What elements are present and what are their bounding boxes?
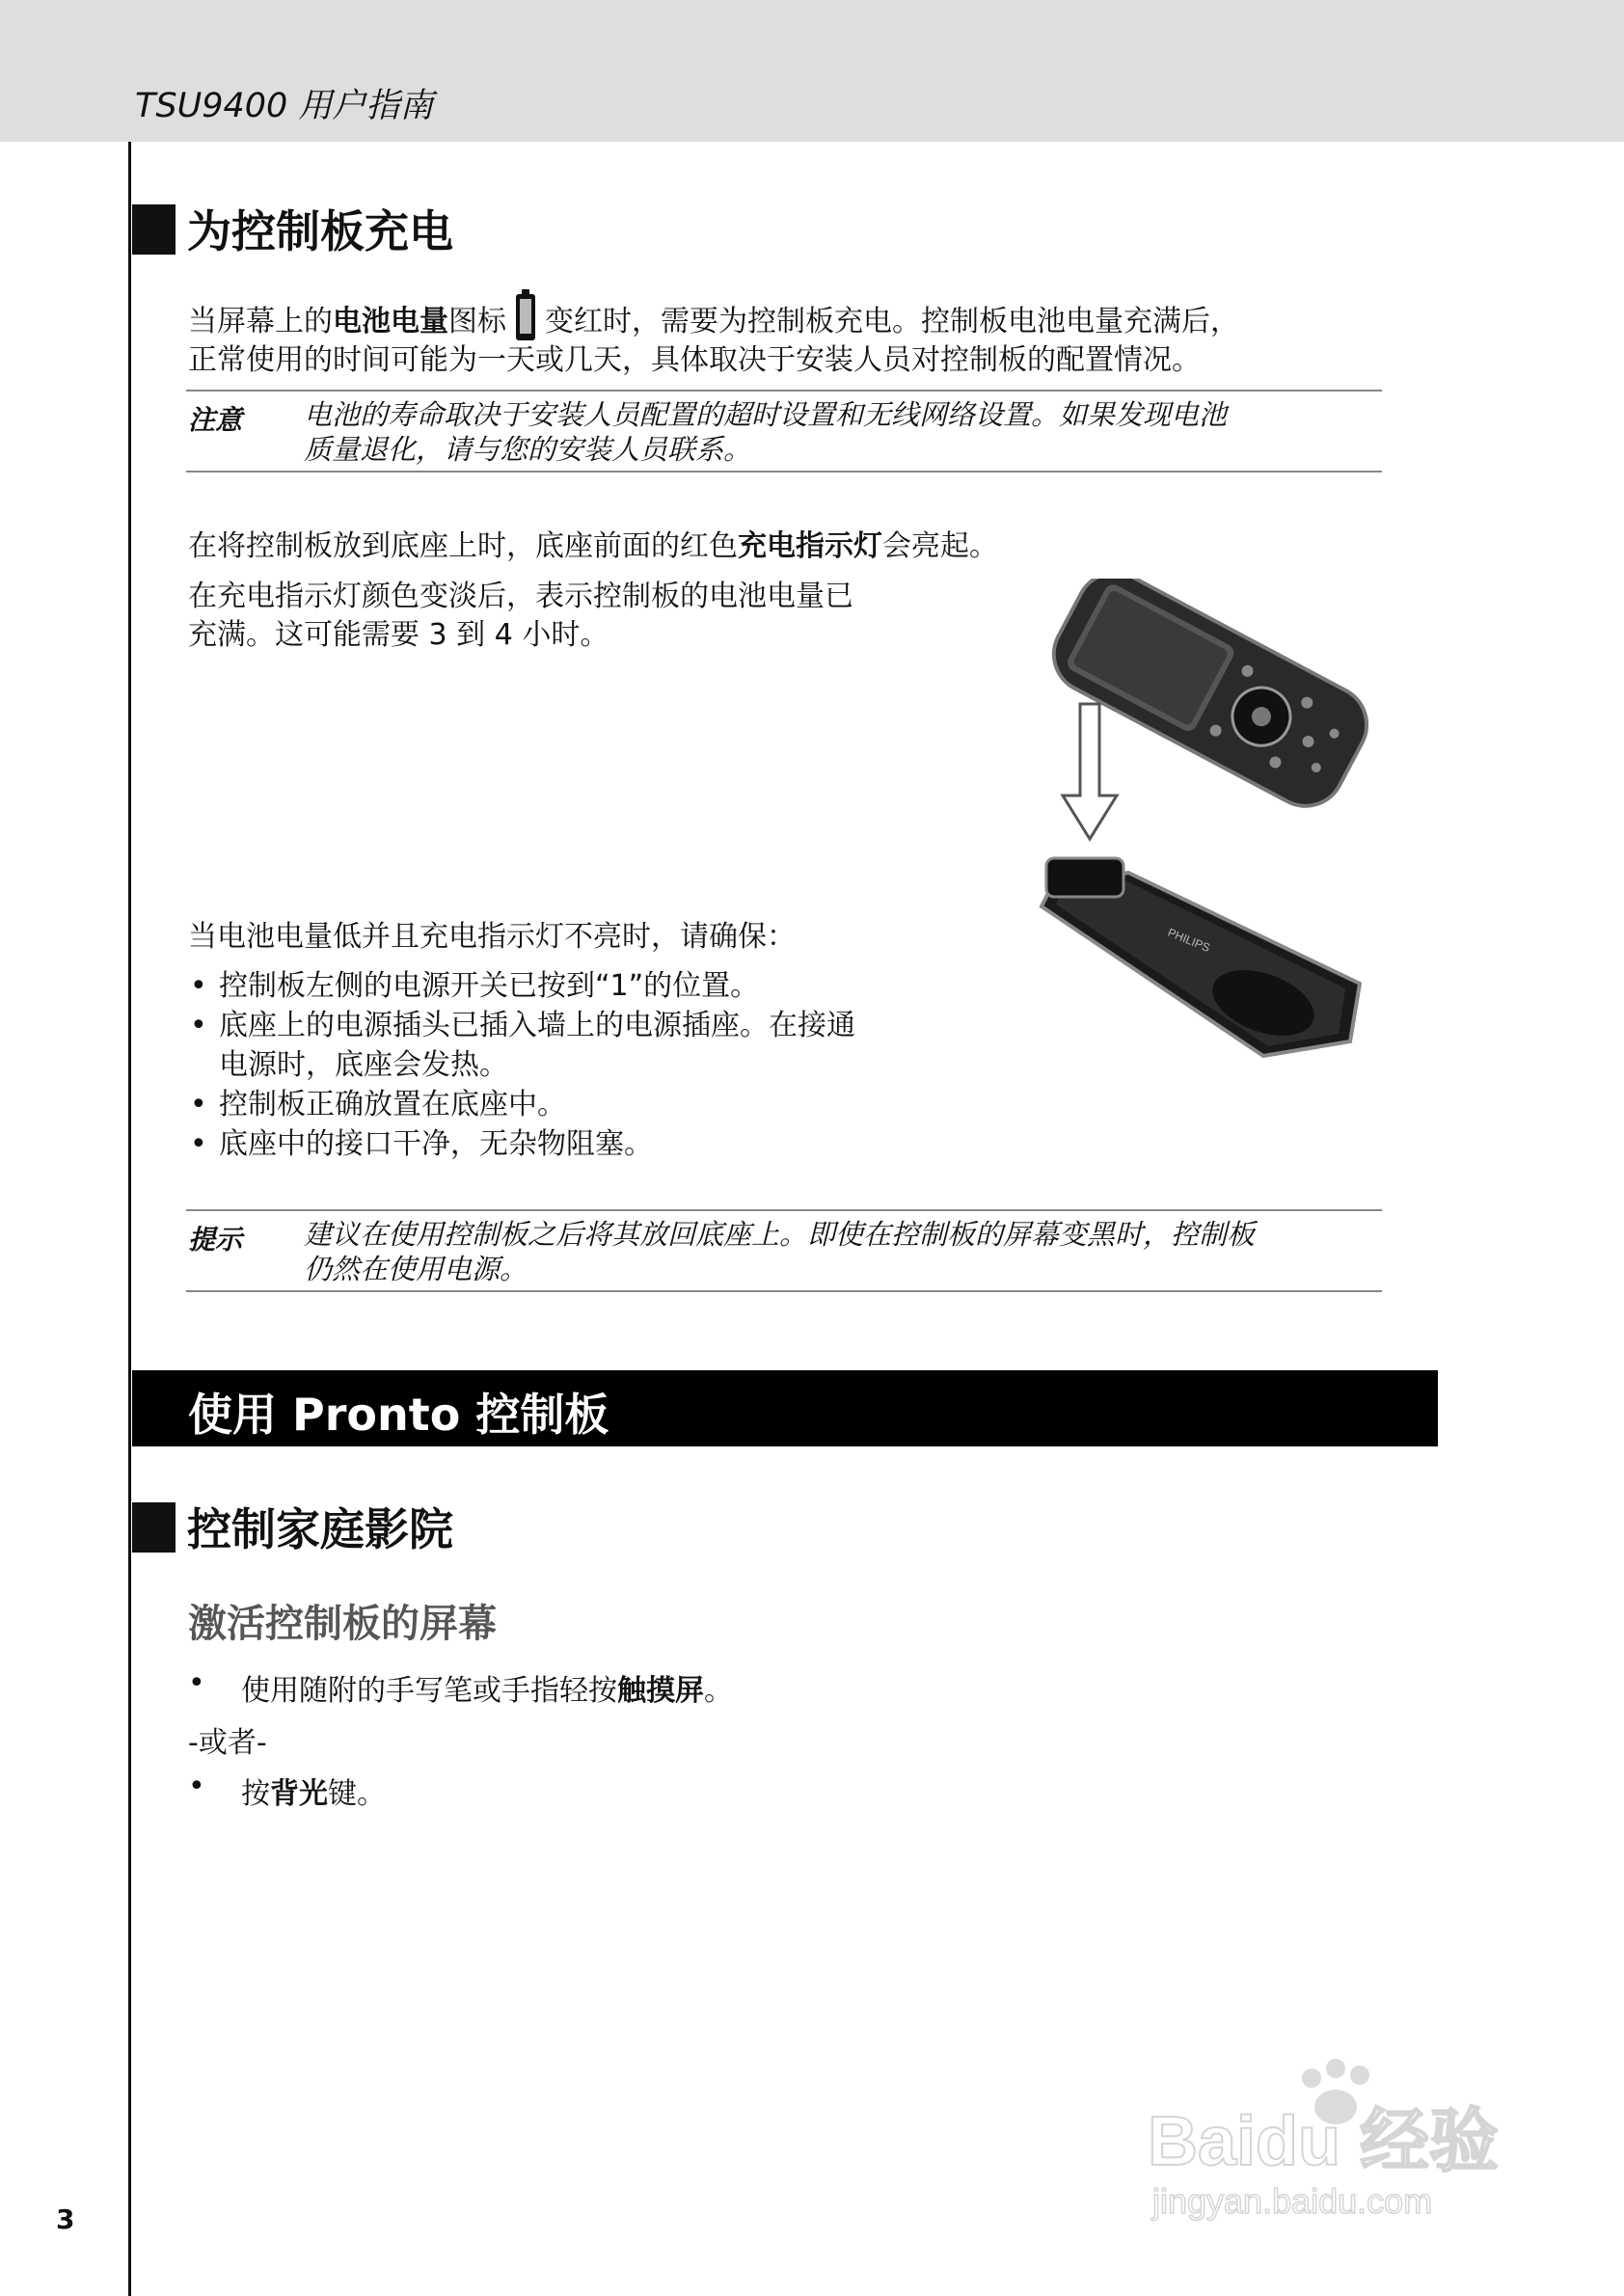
full-charge-paragraph: 在充电指示灯颜色变淡后，表示控制板的电池电量已 充满。这可能需要 3 到 4 小时。 (188, 580, 853, 652)
document-title: TSU9400 用户指南 (135, 87, 434, 125)
page-header (0, 0, 1624, 142)
heading-marker (132, 1502, 176, 1553)
list-item: • 底座上的电源插头已插入墙上的电源插座。在接通 电源时，底座会发热。 (188, 1006, 855, 1085)
note-text: 电池的寿命取决于安装人员配置的超时设置和无线网络设置。如果发现电池 质量退化，请与您的安装人员联系。 (304, 398, 1228, 466)
checklist (188, 966, 855, 1164)
step-bullet: • (188, 1666, 205, 1700)
watermark-text: Baidu 经验 (1148, 2103, 1500, 2180)
heading-marker (132, 204, 176, 255)
checklist-intro: 当电池电量低并且充电指示灯不亮时，请确保： (188, 920, 796, 954)
step-touch-screen: 使用随附的手写笔或手指轻按触摸屏。 (241, 1674, 733, 1708)
chapter-banner (132, 1370, 1438, 1446)
baidu-watermark (1138, 2054, 1543, 2228)
subheading-activate-screen: 激活控制板的屏幕 (188, 1602, 497, 1646)
note-label: 注意 (188, 404, 243, 436)
remote-illustration (1003, 579, 1369, 1080)
tip-label: 提示 (188, 1224, 243, 1256)
tip-text: 建议在使用控制板之后将其放回底座上。即使在控制板的屏幕变黑时，控制板 仍然在使用电源。 (304, 1218, 1256, 1285)
list-item: • 控制板正确放置在底座中。 (188, 1085, 855, 1124)
section-heading-text: 为控制板充电 (187, 205, 453, 257)
or-separator: -或者- (188, 1726, 267, 1760)
section-heading-charging (132, 204, 453, 258)
intro-paragraph: 当屏幕上的电池电量图标 变红时，需要为控制板充电。控制板电池电量充满后， 正常使用的时间可能为一天或几天，具体取决于安装人员对控制板的配置情况。 (188, 294, 1239, 380)
page-number: 3 (56, 2203, 75, 2235)
step-backlight: 按背光键。 (241, 1777, 386, 1811)
battery-icon (516, 294, 535, 340)
watermark-url: jingyan.baidu.com (1152, 2181, 1433, 2221)
tip-box (186, 1209, 1382, 1292)
section-heading-home-theater (132, 1502, 453, 1556)
list-item: • 底座中的接口干净，无杂物阻塞。 (188, 1124, 855, 1164)
dock-paragraph: 在将控制板放到底座上时，底座前面的红色充电指示灯会亮起。 (188, 529, 998, 563)
chapter-title: 使用 Pronto 控制板 (188, 1389, 609, 1441)
step-bullet: • (188, 1769, 205, 1803)
note-box (186, 390, 1382, 473)
dock-brand-label: PHILIPS (1165, 925, 1212, 956)
margin-rule (128, 142, 131, 2296)
list-item: • 控制板左侧的电源开关已按到“1”的位置。 (188, 966, 855, 1006)
section-heading-text: 控制家庭影院 (187, 1503, 453, 1555)
